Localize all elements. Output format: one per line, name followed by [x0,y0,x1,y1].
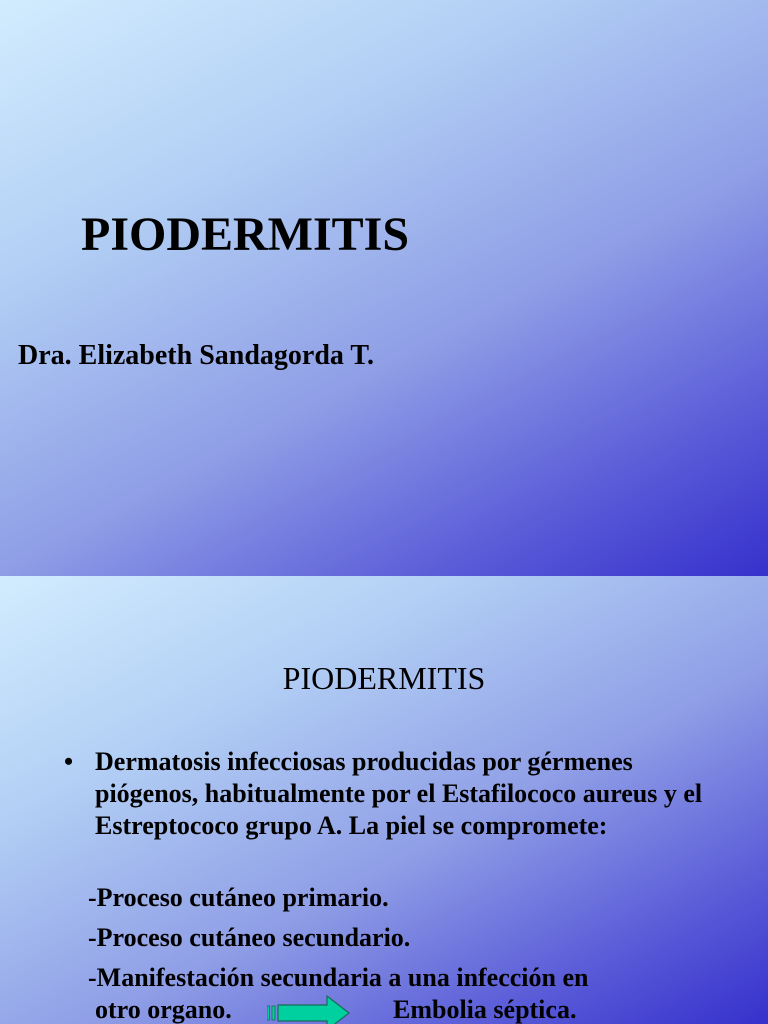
sub-item-manifestation: -Manifestación secundaria a una infección en [88,963,589,992]
bullet-text: Dermatosis infecciosas producidas por gérmenes piógenos, habitualmente por el Estafilococo aureus y el Estreptococo grupo A. La piel se compromete: [95,747,703,840]
sub-item-secondary: -Proceso cutáneo secundario. [88,923,411,952]
slide-1-title: PIODERMITIS [81,208,410,261]
right-arrow-icon [267,995,351,1024]
sub-item-primary: -Proceso cutáneo primario. [88,883,389,912]
slide-1-author: Dra. Elizabeth Sandagorda T. [18,340,375,371]
bullet-marker: • [64,747,74,776]
slide-2-title: PIODERMITIS [282,660,486,696]
continuation-right-text: Embolia séptica. [393,995,577,1024]
sub-item-continuation [95,994,735,1024]
continuation-left-text: otro organo. [95,995,232,1024]
slide-2 [0,576,768,1024]
